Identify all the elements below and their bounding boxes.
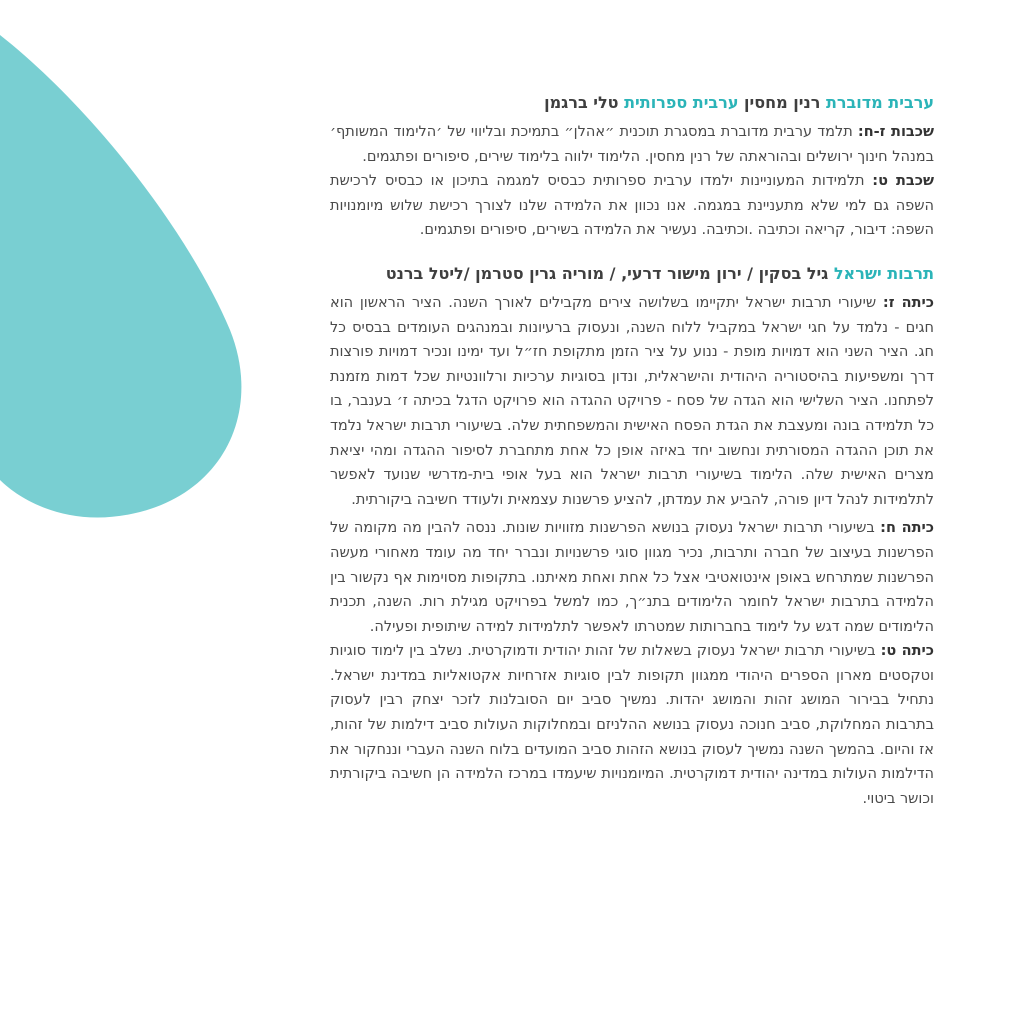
- paragraph-text: תלמד ערבית מדוברת במסגרת תוכנית ״אהלן״ בתמיכת ובליווי של ׳הלימוד המשותף׳ במנהל חינוך ירושלים ובהוראתה של רנין מחסין. הלימוד ילווה בלימוד שירים, סיפורים ופתגמים.: [330, 124, 934, 165]
- paragraph-text: בשיעורי תרבות ישראל נעסוק בנושא הפרשנות מזוויות שונות. ננסה להבין מה מקומה של הפרשנות בעיצוב של חברה ותרבות, נכיר מגוון סוגי פרשנויות ונברר יחד מה עומד מאחורי מעשה הפרשנות שמתרחש באופן אינטואטיבי אצל כל אחת ואחת מאיתנו. בתקופות מסוימות אף נקשור בין הלמידה בתרבות ישראל לחומר הלימודים בתנ״ך, כמו למשל בפרויקט מגילת רות. השנה, תכנית הלימודים שמה דגש על לימוד בחברותות שמטרתו לאפשר לתלמידות למידה שיתופית ופעילה.: [330, 520, 934, 635]
- paragraph-grade-7: [330, 291, 934, 512]
- title-literary-arabic: ערבית ספרותית: [624, 93, 739, 112]
- paragraph-grade-9-culture: [330, 639, 934, 811]
- title-jewish-culture: תרבות ישראל: [833, 263, 934, 283]
- paragraph-grade-8: [330, 516, 934, 639]
- paragraph-label: שכבת ט:: [872, 173, 934, 190]
- section-heading-arabic: [330, 90, 934, 116]
- paragraph-label: כיתה ט:: [880, 643, 934, 660]
- paragraph-text: שיעורי תרבות ישראל יתקיימו בשלושה צירים מקבילים לאורך השנה. הציר הראשון הוא חגים - נלמד על חגי ישראל במקביל ללוח השנה, ונעסוק ברעיונות ובמנהגים העומדים בבסיס כל חג. הציר השני הוא דמויות מופת - ננוע על ציר הזמן מתקופת חז״ל ועד ימינו ונכיר דמויות פורצות דרך ומשפיעות בהיסטוריה היהודית והישראלית, ונדון בסוגיות ערכיות ורלוונטיות שכל דמות מזמנת לפתחנו. הציר השלישי הוא הגדה של פסח - פרויקט ההגדה הוא פרויקט הדגל בכיתה ז׳ בענבר, בו כל תלמידה בונה ומעצבת את הגדת הפסח האישית והמשפחתית שלה. בשיעורי תרבות ישראל נלמד את תוכן ההגדה המסורתית ונחשוב יחד באיזה אופן כל אחת מתחברת לסיפור ההגדה ומהי יציאת מצרים האישית שלה. הלימוד בשיעורי תרבות ישראל הוא בעל אופי בית-מדרשי שנועד לאפשר לתלמידות לנהל דיון פורה, להביע את עמדתן, להציע פרשנות עצמאית ולעודד חשיבה ביקורתית.: [330, 294, 934, 508]
- main-content: [330, 90, 934, 811]
- paragraph-grade-9: [330, 169, 934, 243]
- title-spoken-arabic: ערבית מדוברת: [825, 93, 934, 112]
- section-heading-jewish-culture: [330, 261, 934, 287]
- teacher-names: גיל בסקין / ירון מישור דרעי, / מוריה גרין סטרמן /ליטל ברנט: [385, 263, 834, 283]
- teacher-name-spoken: רנין מחסין: [738, 93, 826, 112]
- paragraph-label: שכבות ז-ח:: [857, 124, 934, 140]
- teacher-name-literary: טלי ברגמן: [544, 93, 625, 112]
- paragraph-grades-7-8: [330, 120, 934, 169]
- paragraph-label: כיתה ז:: [882, 294, 934, 311]
- paragraph-label: כיתה ח:: [880, 520, 934, 537]
- decorative-teal-shape: [0, 0, 260, 520]
- paragraph-text: תלמידות המעוניינות ילמדו ערבית ספרותית כבסיס למגמה בתיכון או כבסיס לרכישת השפה גם למי שלא מתעניינת במגמה. אנו נכוון את הלמידה שלנו לצורך רכישת שלוש מיומנויות השפה: דיבור, קריאה וכתיבה .וכתיבה. נעשיר את הלמידה בשירים, סיפורים ופתגמים.: [330, 173, 934, 239]
- paragraph-text: בשיעורי תרבות ישראל נעסוק בשאלות של זהות יהודית ודמוקרטית. נשלב בין לימוד סוגיות וטקסטים מארון הספרים היהודי ממגוון תקופות לבין סוגיות אזרחיות אקטואליות במדינת ישראל. נתחיל בבירור המושג זהות והמושג יהדות. נמשיך סביב יום הסובלנות לזכר יצחק רבין לעסוק בתרבות המחלוקת, סביב חנוכה נעסוק בנושא ההלניזם ובמחלוקות העולות סביב דילמות של זהות, אז והיום. בהמשך השנה נמשיך לעסוק בנושא הזהות סביב המועדים בלוח השנה העברי וננחקור את הדילמות העולות במדינה יהודית דמוקרטית. המיומנויות שיעמדו במרכז הלמידה הן חשיבה ביקורתית וכושר ביטוי.: [330, 643, 934, 807]
